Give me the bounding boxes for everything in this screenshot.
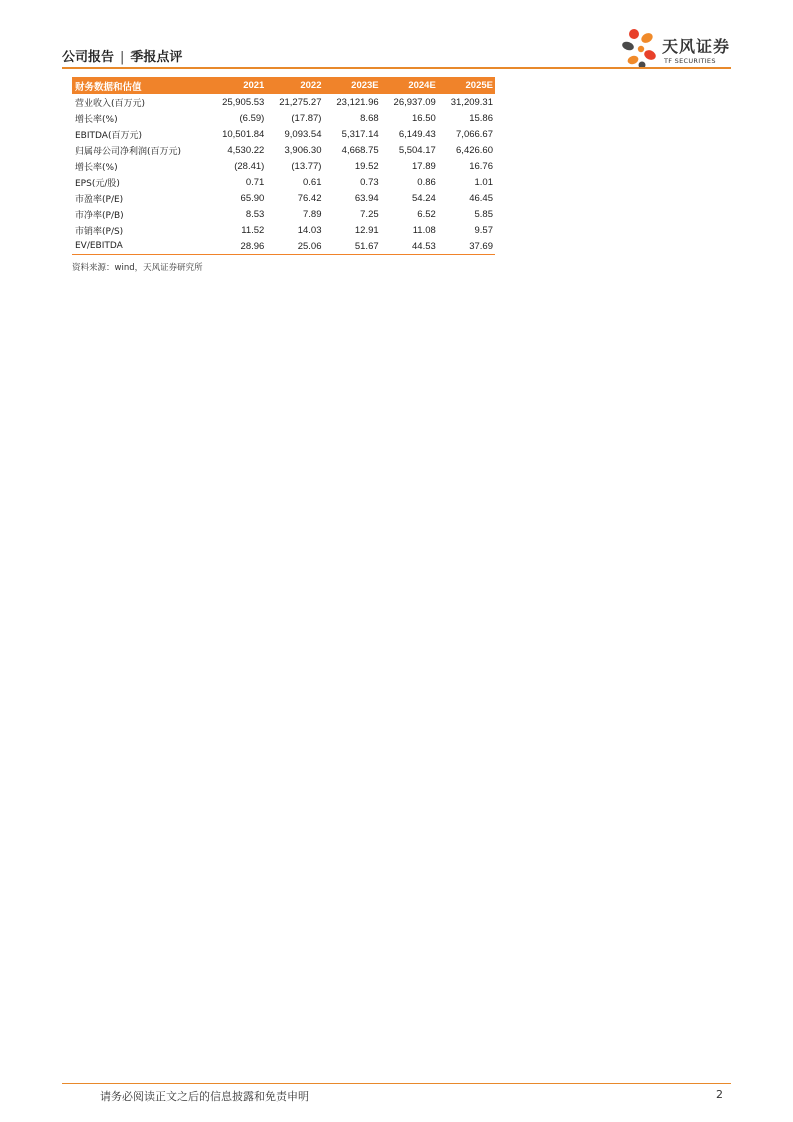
report-type: 公司报告 xyxy=(62,50,115,65)
logo-name: 天风证券 xyxy=(662,37,731,56)
table-cell: 23,121.96 xyxy=(336,96,379,108)
table-cell: 0.71 xyxy=(245,176,265,188)
table-cell: 17.89 xyxy=(412,160,436,172)
table-row xyxy=(72,142,495,158)
table-header-cell: 2023E xyxy=(323,77,380,94)
table-cell: 11.08 xyxy=(412,224,436,236)
table-cell: 25.06 xyxy=(266,238,323,255)
disclaimer-note: 请务必阅读正文之后的信息披露和免责申明 xyxy=(100,1090,309,1103)
table-cell: 7,066.67 xyxy=(456,128,493,140)
table-cell: 16.50 xyxy=(412,112,436,124)
table-cell: 4,530.22 xyxy=(227,144,265,156)
table-cell: 63.94 xyxy=(354,192,379,204)
table-cell: 6,149.43 xyxy=(398,128,436,140)
row-label: 市销率(P/S) xyxy=(75,226,124,237)
table-row xyxy=(72,110,495,126)
table-cell: 3,906.30 xyxy=(284,144,322,156)
financial-data-table xyxy=(72,77,495,255)
table-cell: 54.24 xyxy=(412,192,436,204)
table-header-cell: 财务数据和估值 xyxy=(72,77,209,94)
table-cell: 19.52 xyxy=(354,160,379,172)
table-header-cell: 2021 xyxy=(209,77,266,94)
table-cell: 1.01 xyxy=(474,176,493,188)
table-header-cell: 2022 xyxy=(266,77,323,94)
table-cell: 5,504.17 xyxy=(398,144,436,156)
table-cell: 8.68 xyxy=(360,112,379,124)
report-subtype: 季报点评 xyxy=(130,50,183,65)
table-cell: (6.59) xyxy=(239,112,265,124)
table-cell: 37.69 xyxy=(438,238,495,255)
row-label: EPS(元/股) xyxy=(75,178,120,189)
table-row xyxy=(72,238,495,255)
table-header-cell: 2025E xyxy=(438,77,495,94)
table-row xyxy=(72,206,495,222)
table-cell: 6.52 xyxy=(417,208,436,220)
row-label: 增长率(%) xyxy=(75,114,118,125)
table-cell: 7.25 xyxy=(360,208,379,220)
row-label: 市净率(P/B) xyxy=(75,210,124,221)
flower-logo-icon xyxy=(620,24,662,70)
table-cell: 9,093.54 xyxy=(284,128,322,140)
table-header-row xyxy=(72,77,495,94)
page-number: 2 xyxy=(716,1088,723,1101)
header-divider xyxy=(62,67,731,69)
table-cell: 76.42 xyxy=(297,192,322,204)
table-cell: 31,209.31 xyxy=(450,96,493,108)
table-cell: 44.53 xyxy=(381,238,438,255)
data-source-note: 资料来源：wind，天风证券研究所 xyxy=(72,263,203,273)
table-cell: 7.89 xyxy=(302,208,322,220)
table-cell: 65.90 xyxy=(240,192,265,204)
table-cell: 11.52 xyxy=(241,224,265,236)
table-cell: 15.86 xyxy=(469,112,493,124)
logo-subtitle: TF SECURITIES xyxy=(664,57,716,65)
table-cell: (28.41) xyxy=(234,160,265,172)
table-cell: 4,668.75 xyxy=(341,144,379,156)
row-label: 市盈率(P/E) xyxy=(75,194,124,205)
table-cell: 26,937.09 xyxy=(393,96,436,108)
table-cell: (17.87) xyxy=(291,112,322,124)
footer-divider xyxy=(62,1083,731,1084)
table-cell: 25,905.53 xyxy=(222,96,265,108)
table-header-cell: 2024E xyxy=(381,77,438,94)
table-row xyxy=(72,94,495,110)
table-row xyxy=(72,222,495,238)
table-cell: (13.77) xyxy=(291,160,322,172)
table-cell: 9.57 xyxy=(474,224,493,236)
row-label: 增长率(%) xyxy=(75,162,118,173)
report-category xyxy=(62,46,182,65)
company-logo xyxy=(620,24,735,70)
table-cell: 0.73 xyxy=(360,176,379,188)
row-label: 归属母公司净利润(百万元) xyxy=(75,146,182,157)
table-cell: 0.86 xyxy=(417,176,436,188)
row-label: EBITDA(百万元) xyxy=(75,130,142,141)
table-cell: 10,501.84 xyxy=(222,128,265,140)
header-separator: | xyxy=(120,50,125,65)
table-cell: 5.85 xyxy=(474,208,493,220)
table-row xyxy=(72,174,495,190)
table-cell: 46.45 xyxy=(469,192,493,204)
table-row xyxy=(72,190,495,206)
table-cell: 21,275.27 xyxy=(279,96,322,108)
row-label: EV/EBITDA xyxy=(72,238,209,255)
table-cell: 8.53 xyxy=(245,208,265,220)
table-cell: 16.76 xyxy=(469,160,493,172)
table-cell: 51.67 xyxy=(323,238,380,255)
table-cell: 12.91 xyxy=(354,224,379,236)
table-cell: 5,317.14 xyxy=(341,128,379,140)
row-label: 营业收入(百万元) xyxy=(75,98,146,109)
table-cell: 14.03 xyxy=(297,224,322,236)
table-cell: 28.96 xyxy=(209,238,266,255)
table-cell: 0.61 xyxy=(302,176,322,188)
table-cell: 6,426.60 xyxy=(456,144,493,156)
table-row xyxy=(72,126,495,142)
table-row xyxy=(72,158,495,174)
